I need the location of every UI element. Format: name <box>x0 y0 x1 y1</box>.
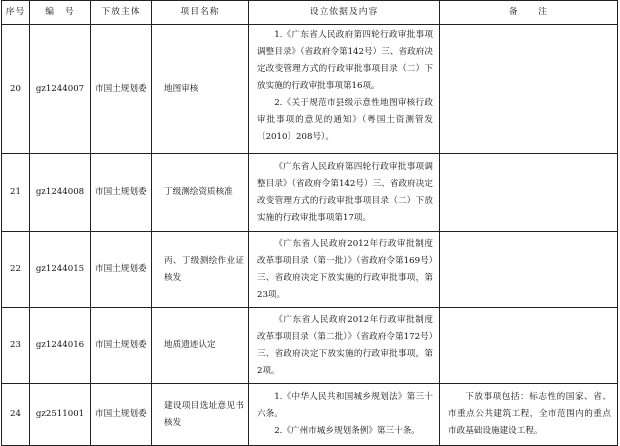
basis-paragraph: 《广东省人民政府2012年行政审批制度改革事项目录（第一批）》（省政府令第169号）三、省政府决定下放实施的行政审批事项，第23项。 <box>257 238 433 300</box>
table-header-row <box>2 1 618 25</box>
cell-note <box>440 25 618 154</box>
cell-code: gz1244007 <box>30 25 91 154</box>
header-name: 项目名称 <box>152 1 249 25</box>
cell-seq: 22 <box>2 232 30 308</box>
basis-paragraph: 1.《中华人民共和国城乡规划法》第三十六条。 <box>257 392 433 419</box>
basis-paragraph: 《广东省人民政府第四轮行政审批事项调整目录》（省政府令第142号）三、省政府决定改变管理方式的行政审批事项目录（二）下放实施的行政审批事项第17项。 <box>257 161 433 223</box>
header-note: 备 注 <box>440 1 618 25</box>
header-body: 下放主体 <box>91 1 152 25</box>
basis-paragraph: 2.《广州市城乡规划条例》第三十条。 <box>274 426 420 436</box>
cell-seq: 23 <box>2 308 30 384</box>
cell-basis <box>249 384 440 446</box>
cell-body: 市国土规划委 <box>91 308 152 384</box>
header-seq: 序号 <box>2 1 30 25</box>
cell-body: 市国土规划委 <box>91 154 152 232</box>
cell-basis <box>249 25 440 154</box>
table-row <box>2 25 618 154</box>
basis-paragraph: 《广东省人民政府2012年行政审批制度改革事项目录（第二批）》（省政府令第172号）三、省政府决定下放实施的行政审批事项，第2项。 <box>257 314 433 376</box>
cell-note <box>440 308 618 384</box>
cell-seq: 21 <box>2 154 30 232</box>
cell-seq: 24 <box>2 384 30 446</box>
cell-name: 地质遗迹认定 <box>152 308 249 384</box>
cell-body: 市国土规划委 <box>91 232 152 308</box>
cell-name: 建设项目选址意见书核发 <box>152 384 249 446</box>
cell-basis <box>249 232 440 308</box>
cell-code: gz1244015 <box>30 232 91 308</box>
table-row <box>2 232 618 308</box>
cell-name: 丙、丁级测绘作业证核发 <box>152 232 249 308</box>
table-row <box>2 308 618 384</box>
cell-code: gz2511001 <box>30 384 91 446</box>
header-code: 编 号 <box>30 1 91 25</box>
note-paragraph: 下放事项包括：标志性的国家、省、市重点公共建筑工程，全市范围内的重点市政基础设施建设工程。 <box>448 392 611 436</box>
cell-code: gz1244016 <box>30 308 91 384</box>
cell-basis <box>249 154 440 232</box>
cell-name: 地图审核 <box>152 25 249 154</box>
cell-code: gz1244008 <box>30 154 91 232</box>
header-basis: 设立依据及内容 <box>249 1 440 25</box>
basis-paragraph: 2.《关于规范市县级示意性地图审核行政审批事项的意见的通知》（粤国土资测管发〔2010〕208号）。 <box>257 98 433 142</box>
cell-body: 市国土规划委 <box>91 25 152 154</box>
cell-note <box>440 232 618 308</box>
cell-note <box>440 154 618 232</box>
cell-note <box>440 384 618 446</box>
cell-name: 丁级测绘资质核准 <box>152 154 249 232</box>
table-row <box>2 154 618 232</box>
cell-seq: 20 <box>2 25 30 154</box>
basis-paragraph: 1.《广东省人民政府第四轮行政审批事项调整目录》（省政府令第142号）三、省政府决定改变管理方式的行政审批事项目录（二）下放实施的行政审批事项第16项。 <box>257 30 433 91</box>
approval-items-table <box>1 0 618 446</box>
cell-basis <box>249 308 440 384</box>
table-row <box>2 384 618 446</box>
cell-body: 市国土规划委 <box>91 384 152 446</box>
